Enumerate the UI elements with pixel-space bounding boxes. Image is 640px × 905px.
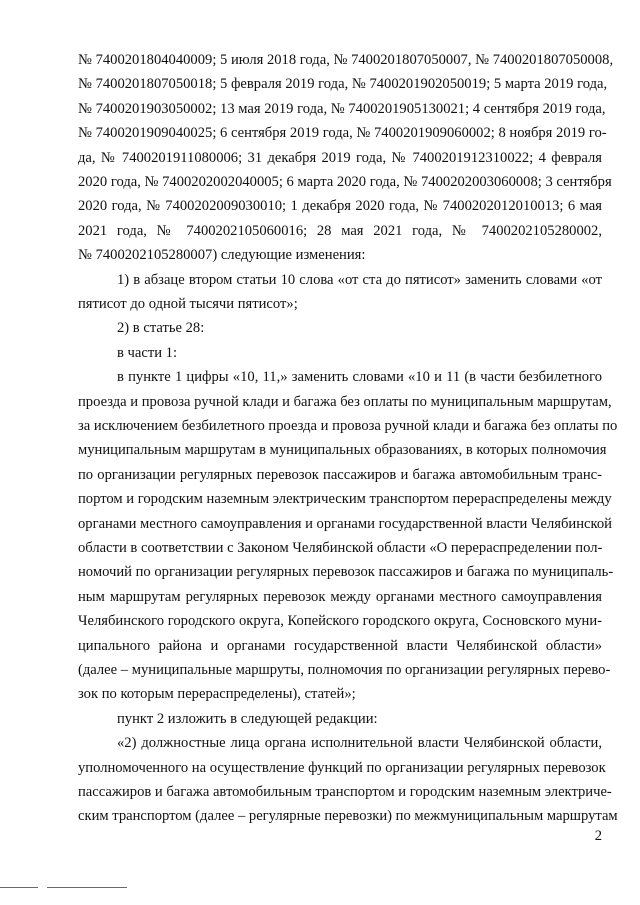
text-line: по организации регулярных перевозок пассажиров и багажа автомобильным транс- — [78, 467, 602, 483]
text-line: проезда и провоза ручной клади и багажа без оплаты по муниципальным маршрутам, — [78, 394, 612, 410]
paragraph-first-line: 2) в статье 28: — [117, 320, 205, 336]
footer-rule — [47, 887, 127, 888]
text-line: 2021 года, № 7400202105060016; 28 мая 2021 года, № 7400202105280002, — [78, 223, 602, 239]
text-line: да, № 7400201911080006; 31 декабря 2019 года, № 7400201912310022; 4 февраля — [78, 150, 602, 166]
text-line: № 7400201909040025; 6 сентября 2019 года, № 7400201909060002; 8 ноября 2019 го- — [78, 125, 607, 141]
text-line: 2020 года, № 7400202002040005; 6 марта 2020 года, № 7400202003060008; 3 сентября — [78, 174, 612, 190]
text-line: уполномоченного на осуществление функций по организации регулярных перевозок — [78, 760, 606, 776]
paragraph-first-line: пункт 2 изложить в следующей редакции: — [117, 711, 378, 727]
text-line: зок по которым перераспределены), статей»; — [78, 686, 356, 702]
text-line: портом и городским наземным электрическим транспортом перераспределены между — [78, 491, 612, 507]
paragraph-first-line: в пункте 1 цифры «10, 11,» заменить словами «10 и 11 (в части безбилетного — [117, 369, 602, 385]
text-line: № 7400202105280007) следующие изменения: — [78, 247, 366, 263]
text-line: номочий по организации регулярных перевозок пассажиров и багажа по муниципаль- — [78, 564, 614, 580]
page-number: 2 — [594, 828, 602, 844]
text-line: № 7400201903050002; 13 мая 2019 года, № 7400201905130021; 4 сентября 2019 года, — [78, 101, 606, 117]
paragraph-first-line: 1) в абзаце втором статьи 10 слова «от ста до пятисот» заменить словами «от — [117, 272, 602, 288]
text-line: № 7400201804040009; 5 июля 2018 года, № 7400201807050007, № 7400201807050008, — [78, 52, 614, 68]
text-line: муниципальным маршрутам в муниципальных образованиях, в которых полномочия — [78, 442, 607, 458]
text-line: Челябинского городского округа, Копейского городского округа, Сосновского муни- — [78, 613, 602, 629]
text-line: пассажиров и багажа автомобильным транспортом и городским наземным электриче- — [78, 784, 612, 800]
text-line: пятисот до одной тысячи пятисот»; — [78, 296, 298, 312]
text-line: за исключением безбилетного проезда и провоза ручной клади и багажа без оплаты по — [78, 418, 618, 434]
text-line: (далее – муниципальные маршруты, полномочия по организации регулярных перево- — [78, 662, 611, 678]
paragraph-first-line: «2) должностные лица органа исполнительной власти Челябинской области, — [117, 735, 602, 751]
footer-rule — [0, 887, 38, 888]
text-line: ным маршрутам регулярных перевозок между органами местного самоуправления — [78, 589, 602, 605]
text-line: ципального района и органами государственной власти Челябинской области» — [78, 638, 602, 654]
text-line: органами местного самоуправления и органами государственной власти Челябинской — [78, 516, 612, 532]
text-line: ским транспортом (далее – регулярные перевозки) по межмуниципальным маршрутам — [78, 808, 618, 824]
paragraph-first-line: в части 1: — [117, 345, 178, 361]
text-line: 2020 года, № 7400202009030010; 1 декабря 2020 года, № 7400202012010013; 6 мая — [78, 198, 602, 214]
text-line: области в соответствии с Законом Челябинской области «О перераспределении пол- — [78, 540, 603, 556]
text-line: № 7400201807050018; 5 февраля 2019 года, № 7400201902050019; 5 марта 2019 года, — [78, 76, 608, 92]
